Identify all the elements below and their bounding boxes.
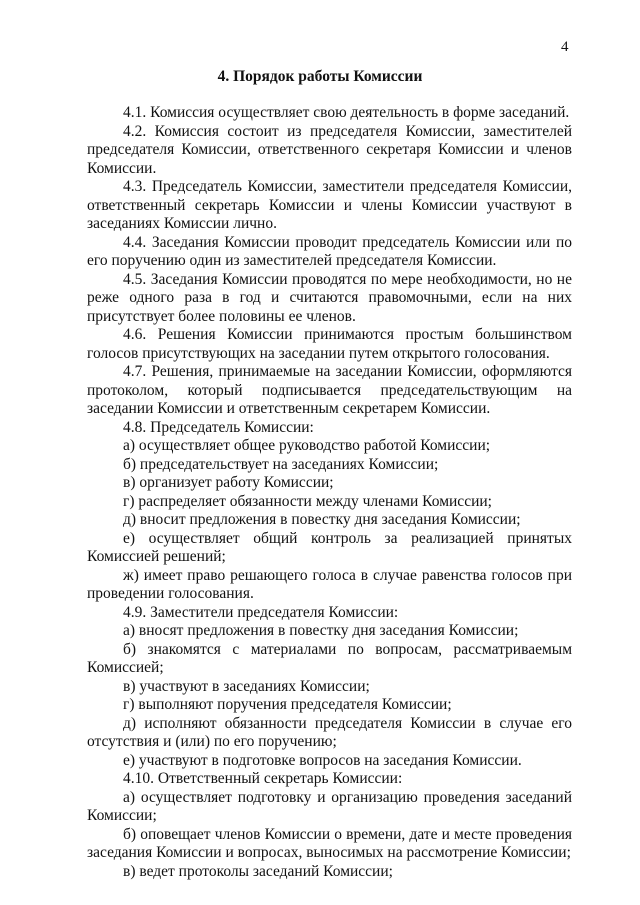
paragraph-4-8-heading: 4.8. Председатель Комиссии: xyxy=(123,418,314,436)
paragraph-4-2: 4.2. Комиссия состоит из председателя Комиссии, заместителей председателя Комиссии, ответственного секретаря Комиссии и членов Комиссии. xyxy=(87,122,572,177)
list-item-4-8-b: б) председательствует на заседаниях Комиссии; xyxy=(123,455,439,473)
paragraph-4-6: 4.6. Решения Комиссии принимаются простым большинством голосов присутствующих на заседании путем открытого голосования. xyxy=(87,326,572,362)
document-body xyxy=(87,104,572,881)
paragraph-4-7: 4.7. Решения, принимаемые на заседании Комиссии, оформляются протоколом, который подписывается председательствующим на заседании Комиссии и ответственным секретарем Комиссии. xyxy=(87,363,572,417)
paragraph-4-1: 4.1. Комиссия осуществляет свою деятельность в форме заседаний. xyxy=(123,104,570,121)
list-item-4-9-e: е) участвуют в подготовке вопросов на заседания Комиссии. xyxy=(123,751,522,769)
list-item-4-8-a: а) осуществляет общее руководство работой Комиссии; xyxy=(123,437,491,454)
list-item-4-8-zh: ж) имеет право решающего голоса в случае равенства голосов при проведении голосования. xyxy=(87,566,572,602)
paragraph-4-4: 4.4. Заседания Комиссии проводит председатель Комиссии или по его поручению один из заместителей председателя Комиссии. xyxy=(87,233,572,269)
list-item-4-8-d: д) вносит предложения в повестку дня заседания Комиссии; xyxy=(123,511,521,528)
list-item-4-9-v: в) участвуют в заседаниях Комиссии; xyxy=(123,677,370,695)
list-item-4-10-a: а) осуществляет подготовку и организацию проведения заседаний Комиссии; xyxy=(87,788,572,824)
list-item-4-10-v: в) ведет протоколы заседаний Комиссии; xyxy=(123,862,393,880)
list-item-4-8-g: г) распределяет обязанности между членами Комиссии; xyxy=(123,492,492,510)
list-item-4-9-d: д) исполняют обязанности председателя Комиссии в случае его отсутствия и (или) по его поручению; xyxy=(87,714,572,750)
list-item-4-8-e: е) осуществляет общий контроль за реализацией принятых Комиссией решений; xyxy=(87,529,572,565)
paragraph-4-9-heading: 4.9. Заместители председателя Комиссии: xyxy=(123,603,399,621)
list-item-4-9-b: б) знакомятся с материалами по вопросам, рассматриваемым Комиссией; xyxy=(87,640,572,676)
list-item-4-9-a: а) вносят предложения в повестку дня заседания Комиссии; xyxy=(123,622,519,639)
paragraph-4-3: 4.3. Председатель Комиссии, заместители председателя Комиссии, ответственный секретарь Комиссии и члены Комиссии участвуют в заседаниях Комиссии лично. xyxy=(87,178,572,232)
list-item-4-8-v: в) организует работу Комиссии; xyxy=(123,474,334,491)
list-item-4-9-g: г) выполняют поручения председателя Комиссии; xyxy=(123,696,452,713)
paragraph-4-10-heading: 4.10. Ответственный секретарь Комиссии: xyxy=(123,770,403,787)
section-title: 4. Порядок работы Комиссии xyxy=(217,68,423,85)
page-number: 4 xyxy=(561,39,569,55)
list-item-4-10-b: б) оповещает членов Комиссии о времени, дате и месте проведения заседания Комиссии и вопросах, выносимых на рассмотрение Комиссии; xyxy=(87,825,572,861)
paragraph-4-5: 4.5. Заседания Комиссии проводятся по мере необходимости, но не реже одного раза в год и считаются правомочными, если на них присутствует более половины ее членов. xyxy=(87,270,572,325)
